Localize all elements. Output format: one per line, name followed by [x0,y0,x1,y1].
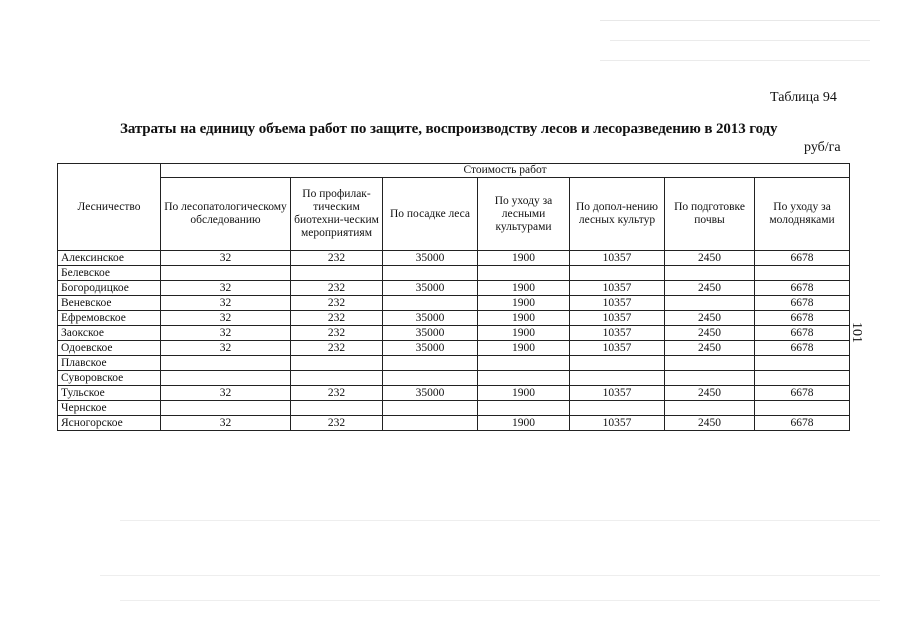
cost-cell [570,401,665,416]
cost-cell [665,371,755,386]
cost-cell: 6678 [755,296,850,311]
cost-cell: 232 [291,296,383,311]
cost-cell: 10357 [570,281,665,296]
column-header: По посадке леса [383,178,478,251]
cost-cell: 10357 [570,251,665,266]
cost-cell [383,371,478,386]
cost-cell: 232 [291,341,383,356]
column-header: По профилак-тическим биотехни-ческим мероприятиям [291,178,383,251]
cost-cell [665,266,755,281]
cost-cell: 6678 [755,251,850,266]
cost-cell: 32 [161,311,291,326]
cost-cell [291,266,383,281]
cost-cell: 32 [161,341,291,356]
forestry-name: Заокское [58,326,161,341]
cost-table [57,163,850,431]
forestry-name: Ясногорское [58,416,161,431]
cost-cell [478,266,570,281]
cost-cell: 232 [291,281,383,296]
forestry-name: Чернское [58,401,161,416]
cost-cell: 35000 [383,311,478,326]
cost-cell: 6678 [755,416,850,431]
cost-cell [755,356,850,371]
table-row [58,356,850,371]
cost-cell: 6678 [755,341,850,356]
cost-cell [478,371,570,386]
cost-cell: 32 [161,281,291,296]
cost-cell: 10357 [570,311,665,326]
cost-cell: 1900 [478,281,570,296]
column-header: По допол-нению лесных культур [570,178,665,251]
scan-noise [610,40,870,41]
cost-cell: 1900 [478,326,570,341]
cost-cell: 232 [291,386,383,401]
cost-cell [478,356,570,371]
forestry-name: Суворовское [58,371,161,386]
scan-noise [120,600,880,601]
cost-cell [383,356,478,371]
scan-noise [600,20,880,21]
cost-cell [570,266,665,281]
cost-cell: 1900 [478,341,570,356]
table-body [58,251,850,431]
cost-cell: 2450 [665,416,755,431]
cost-cell [161,401,291,416]
table-row [58,296,850,311]
forestry-name: Белевское [58,266,161,281]
units-label: руб/га [804,140,841,155]
cost-cell: 32 [161,326,291,341]
table-row [58,371,850,386]
cost-cell: 6678 [755,386,850,401]
cost-cell: 10357 [570,326,665,341]
column-header: По подготовке почвы [665,178,755,251]
cost-cell: 1900 [478,311,570,326]
page-number: 101 [849,322,864,343]
forestry-name: Тульское [58,386,161,401]
table-row [58,386,850,401]
scan-noise [600,60,870,61]
column-header: По лесопатологическому обследованию [161,178,291,251]
cost-cell: 2450 [665,311,755,326]
table-row [58,251,850,266]
scan-noise [100,575,880,576]
table-row [58,401,850,416]
cost-cell: 35000 [383,341,478,356]
forestry-name: Алексинское [58,251,161,266]
scan-noise [120,520,880,521]
row-header: Лесничество [58,164,161,251]
column-header: По уходу за молодняками [755,178,850,251]
cost-cell: 32 [161,416,291,431]
cost-cell: 6678 [755,311,850,326]
cost-cell: 1900 [478,296,570,311]
table-row [58,281,850,296]
cost-cell [755,266,850,281]
cost-cell: 6678 [755,281,850,296]
cost-cell [383,296,478,311]
cost-cell [291,371,383,386]
cost-cell [383,266,478,281]
cost-cell: 2450 [665,341,755,356]
cost-cell [161,371,291,386]
cost-cell [383,401,478,416]
forestry-name: Веневское [58,296,161,311]
cost-cell: 2450 [665,386,755,401]
cost-cell: 232 [291,416,383,431]
cost-cell: 35000 [383,386,478,401]
group-header: Стоимость работ [161,164,850,178]
cost-cell [383,416,478,431]
cost-cell: 6678 [755,326,850,341]
cost-cell: 32 [161,296,291,311]
cost-cell [755,401,850,416]
cost-cell [665,296,755,311]
cost-cell [570,371,665,386]
cost-cell: 232 [291,251,383,266]
cost-cell: 232 [291,311,383,326]
table-row [58,266,850,281]
cost-cell: 10357 [570,296,665,311]
cost-cell [570,356,665,371]
cost-cell [161,266,291,281]
table-row [58,341,850,356]
cost-cell: 2450 [665,251,755,266]
cost-cell [755,371,850,386]
cost-cell: 2450 [665,281,755,296]
cost-cell [291,356,383,371]
table-row [58,326,850,341]
table-row [58,416,850,431]
table-number: Таблица 94 [770,90,837,105]
cost-cell: 1900 [478,416,570,431]
cost-cell: 35000 [383,326,478,341]
cost-cell: 10357 [570,416,665,431]
forestry-name: Одоевское [58,341,161,356]
cost-cell: 32 [161,251,291,266]
cost-cell: 10357 [570,386,665,401]
forestry-name: Плавское [58,356,161,371]
cost-cell [665,356,755,371]
cost-cell: 232 [291,326,383,341]
cost-cell: 35000 [383,251,478,266]
cost-cell [161,356,291,371]
table-row [58,311,850,326]
cost-cell: 1900 [478,251,570,266]
document-title: Затраты на единицу объема работ по защите, воспроизводству лесов и лесоразведению в 2013 году [120,121,778,137]
cost-cell: 2450 [665,326,755,341]
forestry-name: Богородицкое [58,281,161,296]
cost-cell: 32 [161,386,291,401]
cost-cell [291,401,383,416]
cost-cell: 35000 [383,281,478,296]
cost-cell: 10357 [570,341,665,356]
forestry-name: Ефремовское [58,311,161,326]
column-header: По уходу за лесными культурами [478,178,570,251]
cost-cell [478,401,570,416]
cost-cell [665,401,755,416]
cost-cell: 1900 [478,386,570,401]
